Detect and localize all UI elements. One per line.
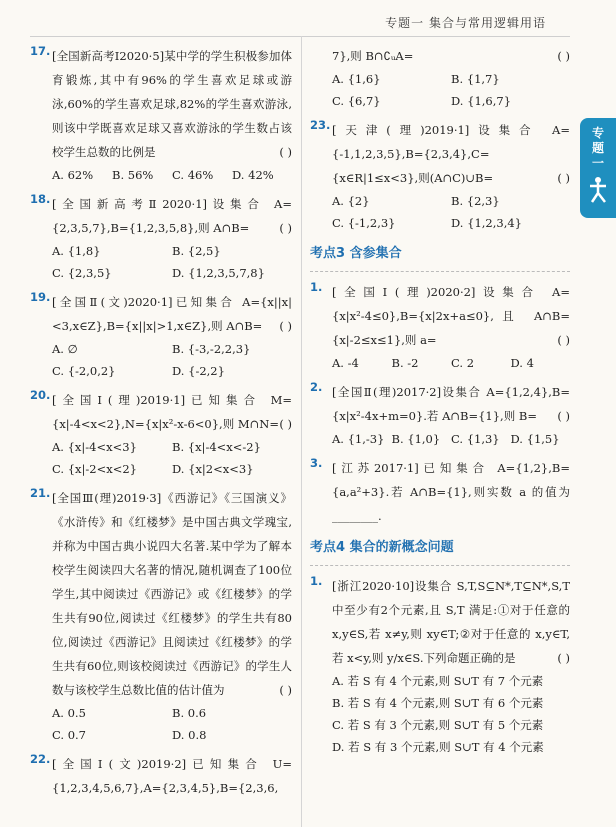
- option-item: A. {x|-4<x<3}: [52, 440, 137, 454]
- question-item: [310, 380, 570, 450]
- answer-bracket: ( ): [557, 409, 570, 423]
- options-list: [52, 702, 292, 746]
- option-item: A. 62%: [52, 168, 94, 182]
- section-title: 考点4 集合的新概念问题: [310, 540, 454, 555]
- option-item: D. 42%: [232, 168, 274, 182]
- answer-bracket: ( ): [279, 221, 292, 235]
- right-column: [310, 44, 570, 764]
- option-item: A. {2}: [332, 194, 370, 208]
- option-item: B. -2: [391, 356, 419, 370]
- question-stem: [全国Ⅰ(文)2019·2]已知集合 U={1,2,3,4,5,6,7},A={2,3,4,5},B={2,3,6,: [52, 757, 292, 795]
- option-item: C. 46%: [172, 168, 214, 182]
- question-stem: 7},则 B∩∁ᵤA=: [332, 49, 414, 63]
- option-item: C. {1,3}: [451, 432, 500, 446]
- option-item: D. {1,2,3,4}: [451, 216, 522, 230]
- question-item: [30, 388, 292, 480]
- column-divider: [301, 36, 302, 827]
- option-item: B. {x|-4<x<-2}: [172, 440, 261, 454]
- option-item: D. 0.8: [172, 728, 207, 742]
- option-item: A. {1,6}: [332, 72, 381, 86]
- option-item: C. 2: [451, 356, 475, 370]
- section-title: 考点3 含参集合: [310, 246, 402, 261]
- question-stem: [天津(理)2019·1]设集合 A={-1,1,2,3,5},B={2,3,4},C={x∈R|1≤x<3},则(A∩C)∪B=: [332, 123, 570, 185]
- question-item: [310, 574, 570, 758]
- option-item: C. {x|-2<x<2}: [52, 462, 137, 476]
- question-item: [30, 290, 292, 382]
- question-number: 23.: [310, 118, 331, 132]
- question-number: 3.: [310, 456, 323, 470]
- option-item: B. 若 S 有 4 个元素,则 S∪T 有 6 个元素: [332, 696, 544, 710]
- question-stem: [全国Ⅲ(理)2019·3]《西游记》《三国演义》《水浒传》和《红楼梦》是中国古典文学瑰宝,并称为中国古典小说四大名著.某中学为了解本校学生阅读四大名著的情况,随机调查了100位学生,其中阅读过《西游记》或《红楼梦》的学生共有90位,阅读过《红楼梦》的学生共有80位,阅读过《西游记》且阅读过《红楼梦》的学生共有60位,则该校阅读过《西游记》的学生人数与该校学生总数比值的估计值为: [52, 491, 292, 697]
- section-rule: [310, 565, 570, 566]
- option-item: A. {1,8}: [52, 244, 101, 258]
- question-item: [310, 456, 570, 528]
- question-number: 2.: [310, 380, 323, 394]
- question-stem: [浙江2020·10]设集合 S,T,S⊆N*,T⊆N*,S,T 中至少有2个元素,且 S,T 满足:①对于任意的 x,y∈S,若 x≠y,则 xy∈T;②对于任意的 x,y∈T,若 x<y,则 y/x∈S.下列命题正确的是: [332, 579, 570, 665]
- question-number: 21.: [30, 486, 51, 500]
- header-rule: [30, 36, 570, 37]
- question-item: [310, 44, 570, 112]
- option-item: D. 4: [510, 356, 534, 370]
- page-header-title: 专题一 集合与常用逻辑用语: [385, 16, 546, 30]
- question-text: [332, 380, 570, 428]
- question-number: 1.: [310, 280, 323, 294]
- question-stem: [江苏2017·1]已知集合 A={1,2},B={a,a²+3}.若 A∩B={1},则实数 a 的值为________.: [332, 461, 570, 523]
- answer-bracket: ( ): [557, 49, 570, 63]
- question-item: [310, 280, 570, 374]
- option-item: D. {x|2<x<3}: [172, 462, 254, 476]
- options-list: [332, 352, 570, 374]
- question-stem: [全国Ⅱ(文)2020·1]已知集合 A={x||x|<3,x∈Z},B={x||x|>1,x∈Z},则 A∩B=: [52, 295, 292, 333]
- option-item: C. {2,3,5}: [52, 266, 112, 280]
- question-number: 1.: [310, 574, 323, 588]
- option-item: A. {1,-3}: [332, 432, 385, 446]
- answer-bracket: ( ): [279, 145, 292, 159]
- question-item: [310, 118, 570, 234]
- options-list: [52, 164, 292, 186]
- question-number: 17.: [30, 44, 51, 58]
- question-item: [30, 486, 292, 746]
- question-text: [332, 118, 570, 190]
- option-item: B. {2,5}: [172, 244, 221, 258]
- chapter-tab-label: 专题一: [591, 126, 604, 170]
- question-text: [52, 44, 292, 164]
- answer-bracket: ( ): [557, 651, 570, 665]
- question-text: [52, 752, 292, 800]
- question-text: [52, 192, 292, 240]
- options-list: [332, 428, 570, 450]
- question-text: [332, 44, 570, 68]
- question-text: [52, 388, 292, 436]
- question-text: [332, 280, 570, 352]
- question-stem: [全国新高考Ⅱ2020·1]设集合 A={2,3,5,7},B={1,2,3,5,8},则 A∩B=: [52, 197, 292, 235]
- option-item: A. ∅: [52, 342, 78, 356]
- answer-bracket: ( ): [279, 319, 292, 333]
- option-item: A. -4: [332, 356, 359, 370]
- section-rule: [310, 271, 570, 272]
- options-list: [332, 68, 570, 112]
- option-item: C. 0.7: [52, 728, 86, 742]
- chapter-side-tab: [580, 118, 616, 218]
- option-item: C. 若 S 有 3 个元素,则 S∪T 有 5 个元素: [332, 718, 544, 732]
- option-item: D. {1,6,7}: [451, 94, 512, 108]
- question-number: 19.: [30, 290, 51, 304]
- question-item: [30, 192, 292, 284]
- option-item: A. 0.5: [52, 706, 86, 720]
- option-item: C. {-2,0,2}: [52, 364, 116, 378]
- option-item: B. {1,7}: [451, 72, 500, 86]
- option-item: B. {1,0}: [391, 432, 441, 446]
- section-heading: [310, 242, 570, 274]
- section-heading: [310, 536, 570, 568]
- option-item: D. {1,5}: [510, 432, 560, 446]
- options-list: [52, 436, 292, 480]
- martial-arts-figure-icon: [587, 176, 609, 204]
- option-item: B. 0.6: [172, 706, 207, 720]
- answer-bracket: ( ): [557, 333, 570, 347]
- question-stem: [全国新高考Ⅰ2020·5]某中学的学生积极参加体育锻炼,其中有96%的学生喜欢足球或游泳,60%的学生喜欢足球,82%的学生喜欢游泳,则该中学既喜欢足球又喜欢游泳的学生数占该校学生总数的比例是: [52, 49, 292, 159]
- question-text: [52, 290, 292, 338]
- options-list: [52, 240, 292, 284]
- answer-bracket: ( ): [557, 171, 570, 185]
- question-text: [332, 574, 570, 670]
- question-number: 20.: [30, 388, 51, 402]
- option-item: D. {1,2,3,5,7,8}: [172, 266, 265, 280]
- question-stem: [全国Ⅰ(理)2019·1]已知集合 M={x|-4<x<2},N={x|x²-x-6<0},则 M∩N=: [52, 393, 292, 431]
- answer-bracket: ( ): [279, 417, 292, 431]
- options-list: [52, 338, 292, 382]
- question-stem: [全国Ⅰ(理)2020·2]设集合 A={x|x²-4≤0},B={x|2x+a≤0},且 A∩B={x|-2≤x≤1},则 a=: [332, 285, 570, 347]
- question-text: [332, 456, 570, 528]
- options-list: [332, 670, 570, 758]
- option-item: C. {-1,2,3}: [332, 216, 396, 230]
- question-item: [30, 752, 292, 800]
- option-item: B. {2,3}: [451, 194, 500, 208]
- options-list: [332, 190, 570, 234]
- question-stem: [全国Ⅱ(理)2017·2]设集合 A={1,2,4},B={x|x²-4x+m=0}.若 A∩B={1},则 B=: [332, 385, 570, 423]
- answer-bracket: ( ): [279, 683, 292, 697]
- question-item: [30, 44, 292, 186]
- question-text: [52, 486, 292, 702]
- option-item: D. 若 S 有 3 个元素,则 S∪T 有 4 个元素: [332, 740, 544, 754]
- option-item: B. {-3,-2,2,3}: [172, 342, 251, 356]
- left-column: [30, 44, 292, 806]
- question-number: 18.: [30, 192, 51, 206]
- question-number: 22.: [30, 752, 51, 766]
- option-item: C. {6,7}: [332, 94, 381, 108]
- option-item: D. {-2,2}: [172, 364, 225, 378]
- option-item: B. 56%: [112, 168, 154, 182]
- option-item: A. 若 S 有 4 个元素,则 S∪T 有 7 个元素: [332, 674, 544, 688]
